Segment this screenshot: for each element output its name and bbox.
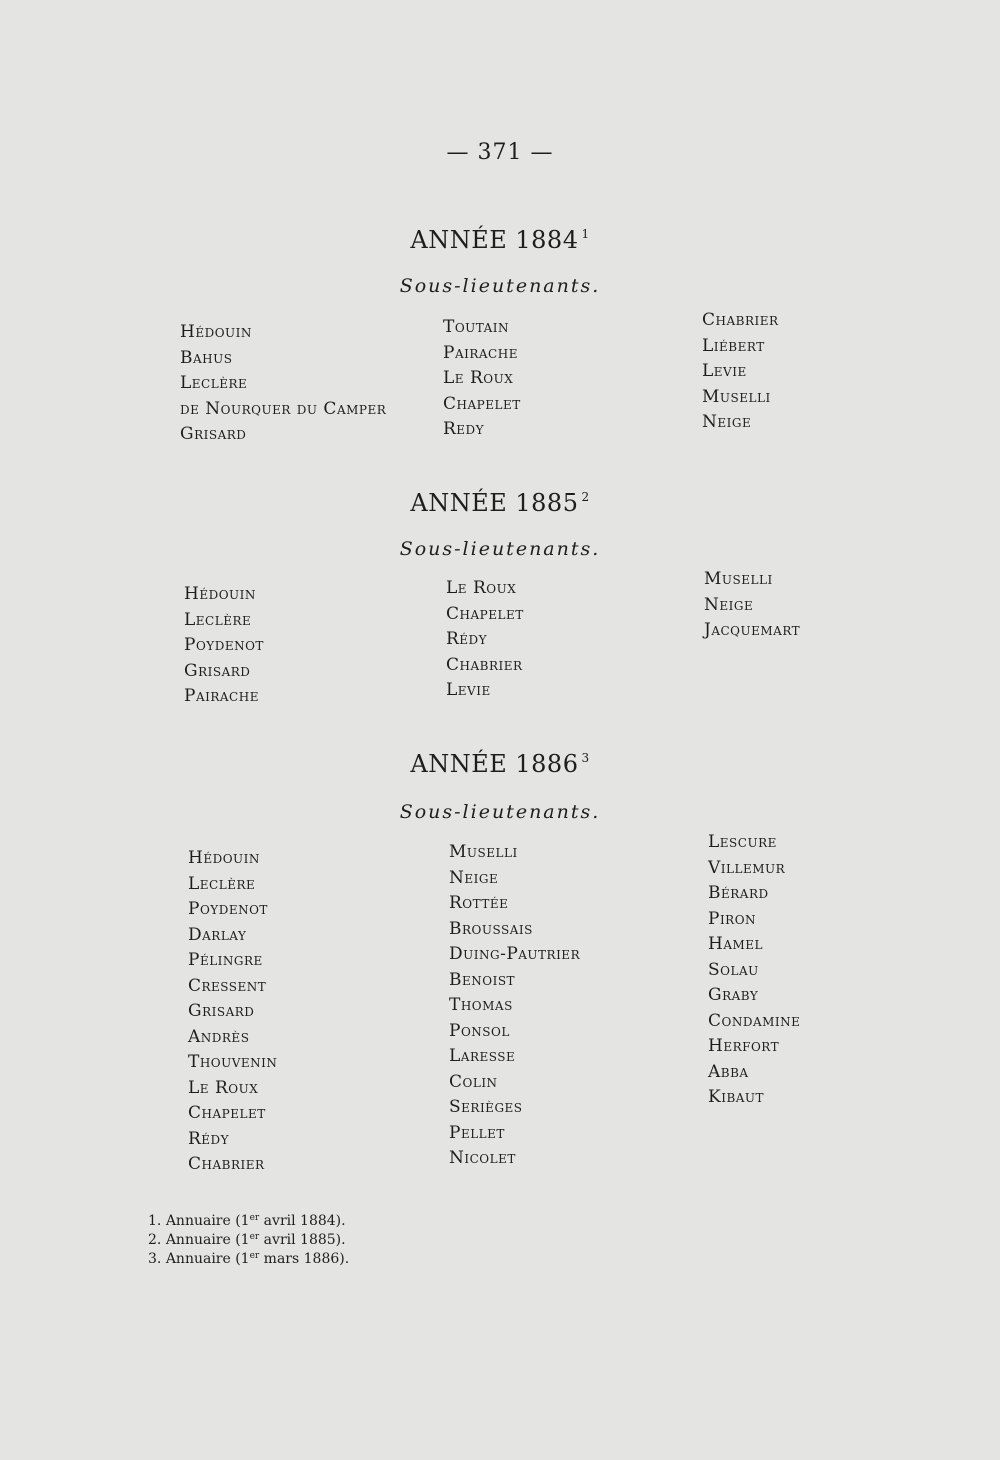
officer-name: Pellet xyxy=(449,1122,505,1143)
officer-name: Darlay xyxy=(188,924,247,945)
officer-name: Muselli xyxy=(702,386,771,407)
officer-name: Grisard xyxy=(180,424,247,444)
officer-name: Leclère xyxy=(184,609,252,630)
name-column-2 xyxy=(443,315,521,443)
officer-name: Le Roux xyxy=(446,578,517,598)
officer-name: Cressent xyxy=(188,975,267,996)
year-title: ANNÉE 1884 xyxy=(410,226,579,254)
officer-name: Graby xyxy=(708,985,759,1005)
officer-name: Solau xyxy=(708,959,759,980)
officer-name: Hédouin xyxy=(184,584,256,604)
footnote-text: Annuaire (1er mars 1886). xyxy=(165,1251,350,1267)
officer-name: Leclère xyxy=(188,873,256,894)
footnote-ref: 3 xyxy=(581,751,590,765)
subtitle: Sous-lieutenants. xyxy=(399,801,601,823)
officer-name: Poydenot xyxy=(188,899,268,919)
officer-name: Neige xyxy=(449,867,499,888)
officer-name: Rédy xyxy=(446,629,488,649)
officer-name: Le Roux xyxy=(443,368,514,388)
section-title xyxy=(0,226,1000,254)
officer-name: Kibaut xyxy=(708,1087,765,1107)
officer-name: Piron xyxy=(708,908,757,929)
officer-name: Duing-Pautrier xyxy=(449,944,581,964)
name-column-3 xyxy=(702,308,779,436)
officer-name: Hédouin xyxy=(188,848,260,868)
officer-name: Bahus xyxy=(180,347,233,368)
officer-name: Levie xyxy=(702,361,747,381)
name-column-1 xyxy=(180,320,386,448)
officer-name: Serièges xyxy=(449,1097,523,1117)
officer-name: Thomas xyxy=(449,995,513,1015)
footnote-text: Annuaire (1er avril 1885). xyxy=(165,1232,346,1248)
footnote-number: 2. xyxy=(148,1232,162,1248)
name-column-2 xyxy=(449,840,580,1172)
officer-name: Chapelet xyxy=(443,393,521,414)
officer-name: Redy xyxy=(443,419,485,439)
officer-name: Rottée xyxy=(449,893,509,913)
officer-name: Andrès xyxy=(188,1026,250,1047)
officer-name: Poydenot xyxy=(184,635,264,655)
officer-name: Grisard xyxy=(184,660,251,681)
officer-name: Herfort xyxy=(708,1036,780,1056)
officer-name: Jacquemart xyxy=(704,620,801,640)
officer-name: Nicolet xyxy=(449,1148,516,1168)
officer-name: Muselli xyxy=(449,842,518,862)
page-number: — 371 — xyxy=(446,140,554,165)
officer-name: Pairache xyxy=(443,342,518,363)
officer-name: Toutain xyxy=(443,317,510,337)
officer-name: Liébert xyxy=(702,335,765,356)
officer-name: Neige xyxy=(704,594,754,615)
officer-name: Laresse xyxy=(449,1046,516,1066)
officer-name: de Nourquer du Camper xyxy=(180,398,387,419)
footnote-ref: 2 xyxy=(581,490,590,504)
footnotes xyxy=(148,1210,349,1267)
name-column-3 xyxy=(704,567,800,644)
officer-name: Ponsol xyxy=(449,1020,510,1041)
footnote xyxy=(148,1248,349,1267)
footnote-number: 3. xyxy=(148,1251,162,1267)
officer-name: Levie xyxy=(446,680,491,700)
officer-name: Chapelet xyxy=(446,603,524,624)
officer-name: Colin xyxy=(449,1071,498,1092)
year-title: ANNÉE 1886 xyxy=(410,750,579,778)
officer-name: Benoist xyxy=(449,969,516,990)
officer-name: Pélingre xyxy=(188,950,263,970)
name-column-1 xyxy=(184,582,264,710)
section-title xyxy=(0,750,1000,778)
footnote-number: 1. xyxy=(148,1213,162,1229)
officer-name: Hédouin xyxy=(180,322,252,342)
subtitle: Sous-lieutenants. xyxy=(399,538,601,560)
officer-name: Chabrier xyxy=(446,654,523,675)
officer-name: Thouvenin xyxy=(188,1052,278,1072)
name-column-2 xyxy=(446,576,524,704)
officer-name: Bérard xyxy=(708,883,769,903)
officer-name: Leclère xyxy=(180,373,248,393)
footnote xyxy=(148,1210,349,1229)
officer-name: Chabrier xyxy=(188,1154,265,1174)
officer-name: Villemur xyxy=(708,857,786,878)
year-title: ANNÉE 1885 xyxy=(410,489,579,517)
footnote xyxy=(148,1229,349,1248)
name-column-1 xyxy=(188,846,277,1178)
officer-name: Le Roux xyxy=(188,1077,259,1098)
footnote-text: Annuaire (1er avril 1884). xyxy=(165,1213,346,1229)
officer-name: Abba xyxy=(708,1061,749,1082)
officer-name: Condamine xyxy=(708,1010,801,1031)
footnote-ref: 1 xyxy=(581,227,590,241)
officer-name: Neige xyxy=(702,412,752,432)
officer-name: Chabrier xyxy=(702,310,779,330)
name-column-3 xyxy=(708,830,800,1111)
section-title xyxy=(0,489,1000,517)
officer-name: Rédy xyxy=(188,1128,230,1149)
officer-name: Broussais xyxy=(449,918,533,939)
officer-name: Chapelet xyxy=(188,1103,266,1123)
subtitle: Sous-lieutenants. xyxy=(399,275,601,297)
officer-name: Pairache xyxy=(184,686,259,706)
officer-name: Hamel xyxy=(708,934,764,954)
officer-name: Lescure xyxy=(708,832,777,852)
officer-name: Grisard xyxy=(188,1001,255,1021)
officer-name: Muselli xyxy=(704,569,773,589)
